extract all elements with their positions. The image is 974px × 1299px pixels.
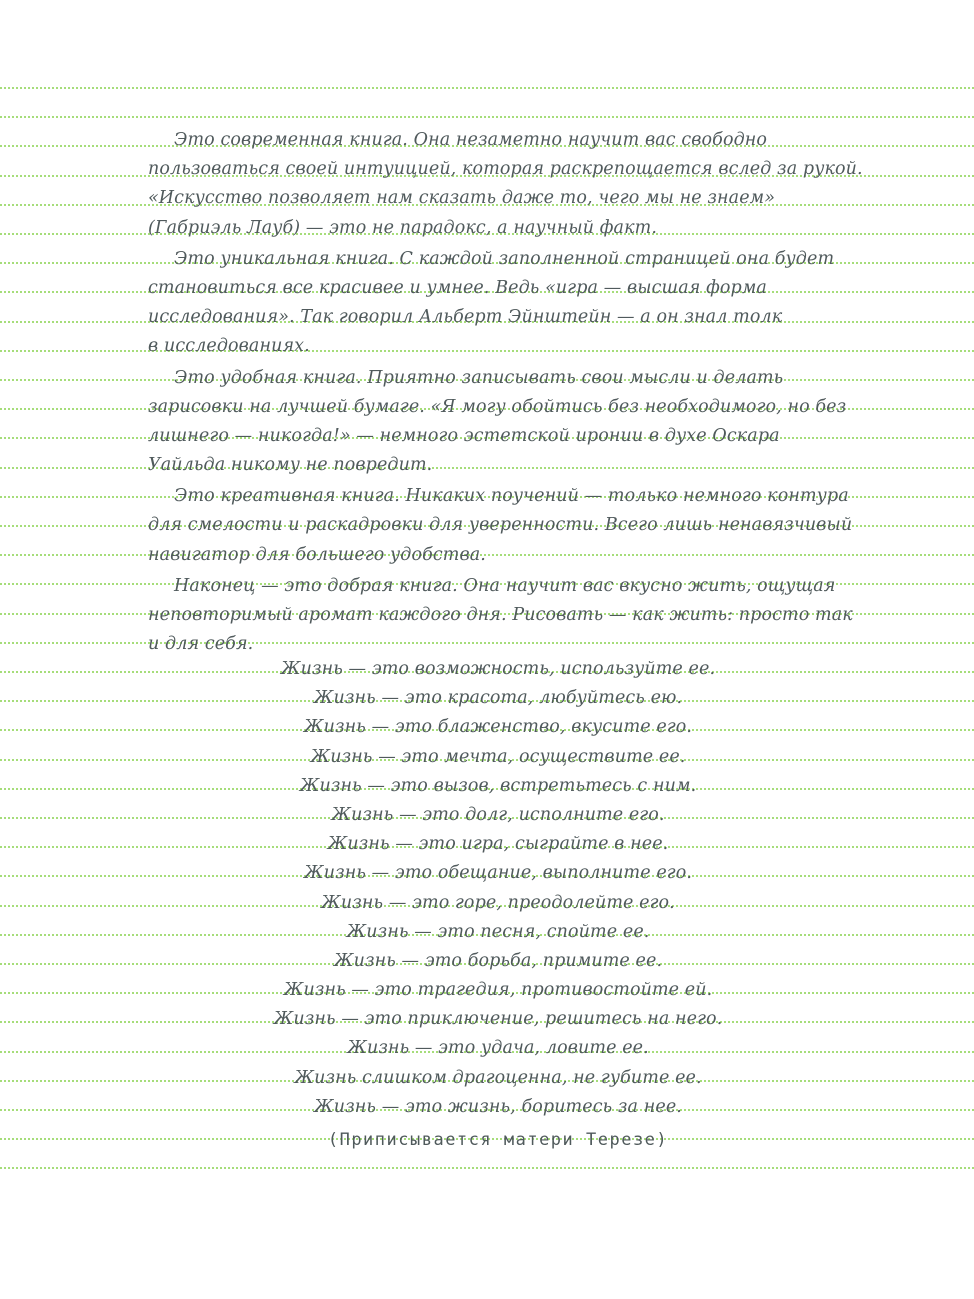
poem-line: Жизнь — это игра, сыграйте в нее.	[327, 834, 669, 855]
text-line: Это современная книга. Она незаметно научит вас свободно	[174, 130, 768, 150]
text-line: Это уникальная книга. С каждой заполненной страницей она будет	[174, 248, 835, 269]
text-line: Уайльда никому не повредит.	[148, 455, 433, 476]
text-line: исследования». Так говорил Альберт Эйнштейн — а он знал толк	[148, 307, 783, 328]
text-line: пользоваться своей интуицией, которая раскрепощается вслед за рукой.	[148, 159, 863, 180]
text-line: лишнего — никогда!» — немного эстетской иронии в духе Оскара	[148, 425, 780, 446]
poem-line: Жизнь — это трагедия, противостойте ей.	[283, 980, 713, 1001]
poem-line: Жизнь — это блаженство, вкусите его.	[303, 717, 693, 738]
poem-line: Жизнь — это приключение, решитесь на него.	[273, 1009, 723, 1030]
poem-line: Жизнь — это вызов, встретьтесь с ним.	[299, 775, 697, 796]
rule-line	[0, 116, 974, 118]
poem-line: Жизнь — это долг, исполните его.	[331, 804, 665, 825]
poem-line: Жизнь слишком драгоценна, не губите ее.	[294, 1067, 702, 1088]
text-line: навигатор для большего удобства.	[148, 544, 486, 565]
paragraph	[148, 126, 863, 243]
text-line: и для себя.	[148, 634, 254, 655]
paragraph	[148, 572, 860, 660]
text-line: (Габриэль Лауб) — это не парадокс, а научный факт.	[148, 217, 657, 238]
text-line: в исследованиях.	[148, 336, 310, 357]
text-line: Это удобная книга. Приятно записывать свои мысли и делать	[174, 367, 784, 388]
paragraph	[148, 364, 860, 481]
attribution: (Приписывается матери Терезе)	[327, 1130, 669, 1150]
poem	[148, 655, 848, 1122]
text-line: Это креативная книга. Никаких поучений — только немного контура	[174, 486, 849, 507]
rule-line	[0, 87, 974, 89]
poem-line: Жизнь — это мечта, осуществите ее.	[310, 746, 686, 767]
poem-line: Жизнь — это красота, любуйтесь ею.	[313, 688, 683, 709]
poem-line: Жизнь — это борьба, примите ее.	[333, 950, 663, 971]
text-line: для смелости и раскадровки для уверенности. Всего лишь ненавязчивый	[148, 515, 853, 536]
poem-line: Жизнь — это песня, спойте ее.	[346, 921, 650, 942]
poem-line: Жизнь — это удача, ловите ее.	[347, 1038, 649, 1059]
rule-line	[0, 1167, 974, 1169]
intro-text	[148, 126, 863, 659]
text-line: Наконец — это добрая книга. Она научит вас вкусно жить, ощущая	[174, 575, 836, 596]
text-line: становиться все красивее и умнее. Ведь «игра — высшая форма	[148, 277, 767, 298]
poem-line: Жизнь — это возможность, используйте ее.	[280, 659, 716, 679]
poem-line: Жизнь — это жизнь, боритесь за нее.	[314, 1096, 682, 1117]
poem-line: Жизнь — это обещание, выполните его.	[303, 863, 693, 884]
poem-line: Жизнь — это горе, преодолейте его.	[321, 892, 675, 913]
text-line: «Искусство позволяет нам сказать даже то, чего мы не знаем»	[148, 188, 776, 209]
paragraph	[148, 482, 860, 570]
paragraph	[148, 245, 860, 362]
text-line: зарисовки на лучшей бумаге. «Я могу обойтись без необходимого, но без	[148, 396, 847, 417]
text-line: неповторимый аромат каждого дня. Рисовать — как жить: просто так	[148, 605, 853, 625]
